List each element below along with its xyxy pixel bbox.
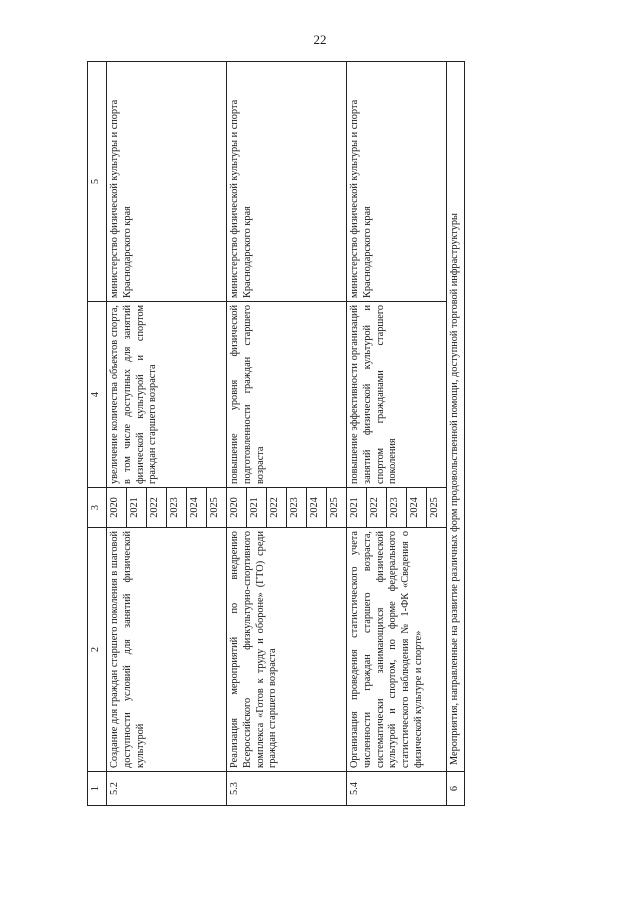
activity-cell: Организация проведения статистического учета численности граждан старшего возраста, систематически занимающихся физической культурой и спортом, по форме федерального статистического наблюдения № 1-ФК «Сведения о физической культуре и спорте»	[347, 528, 447, 772]
year-cell: 2024	[187, 488, 207, 528]
header-col-2: 2	[88, 528, 107, 772]
year-cell: 2020	[107, 488, 127, 528]
executor-cell: министерство физической культуры и спорта Краснодарского края	[227, 62, 347, 302]
row-number: 5.2	[107, 772, 227, 806]
measures-table	[87, 61, 465, 806]
header-row	[88, 62, 107, 806]
year-cell: 2022	[367, 488, 387, 528]
year-cell: 2023	[387, 488, 407, 528]
result-cell: повышение эффективности организаций занятий физической культурой и спортом гражданами старшего поколения	[347, 302, 447, 488]
row-number: 5.4	[347, 772, 447, 806]
table-row	[107, 62, 127, 806]
section-row	[447, 62, 465, 806]
year-cell: 2021	[247, 488, 267, 528]
year-cell: 2022	[147, 488, 167, 528]
result-cell: увеличение количества объектов спорта, в том числе доступных для занятий физической культурой и спортом граждан старшего возраста	[107, 302, 227, 488]
executor-cell: министерство физической культуры и спорта Краснодарского края	[107, 62, 227, 302]
header-col-1: 1	[88, 772, 107, 806]
activity-cell: Реализация мероприятий по внедрению Всероссийского физкультурно-спортивного комплекса «Готов к труду и обороне» (ГТО) среди граждан старшего возраста	[227, 528, 347, 772]
row-number: 5.3	[227, 772, 347, 806]
activity-cell: Создание для граждан старшего поколения в шаговой доступности условий для занятий физической культурой	[107, 528, 227, 772]
year-cell: 2024	[407, 488, 427, 528]
page-number: 22	[313, 32, 327, 47]
table-row	[347, 62, 367, 806]
header-col-4: 4	[88, 302, 107, 488]
section-number: 6	[447, 772, 465, 806]
year-cell: 2023	[167, 488, 187, 528]
header-col-3: 3	[88, 488, 107, 528]
year-cell: 2020	[227, 488, 247, 528]
section-title: Мероприятия, направленные на развитие различных форм продовольственной помощи, доступной торговой инфраструктуры	[447, 62, 465, 772]
year-cell: 2025	[207, 488, 227, 528]
table-row	[227, 62, 247, 806]
executor-cell: министерство физической культуры и спорта Краснодарского края	[347, 62, 447, 302]
rotated-table-container	[87, 62, 603, 806]
year-cell: 2025	[427, 488, 447, 528]
year-cell: 2021	[347, 488, 367, 528]
header-col-5: 5	[88, 62, 107, 302]
year-cell: 2025	[327, 488, 347, 528]
year-cell: 2021	[127, 488, 147, 528]
result-cell: повышение уровня физической подготовленности граждан старшего возраста	[227, 302, 347, 488]
year-cell: 2023	[287, 488, 307, 528]
year-cell: 2024	[307, 488, 327, 528]
year-cell: 2022	[267, 488, 287, 528]
